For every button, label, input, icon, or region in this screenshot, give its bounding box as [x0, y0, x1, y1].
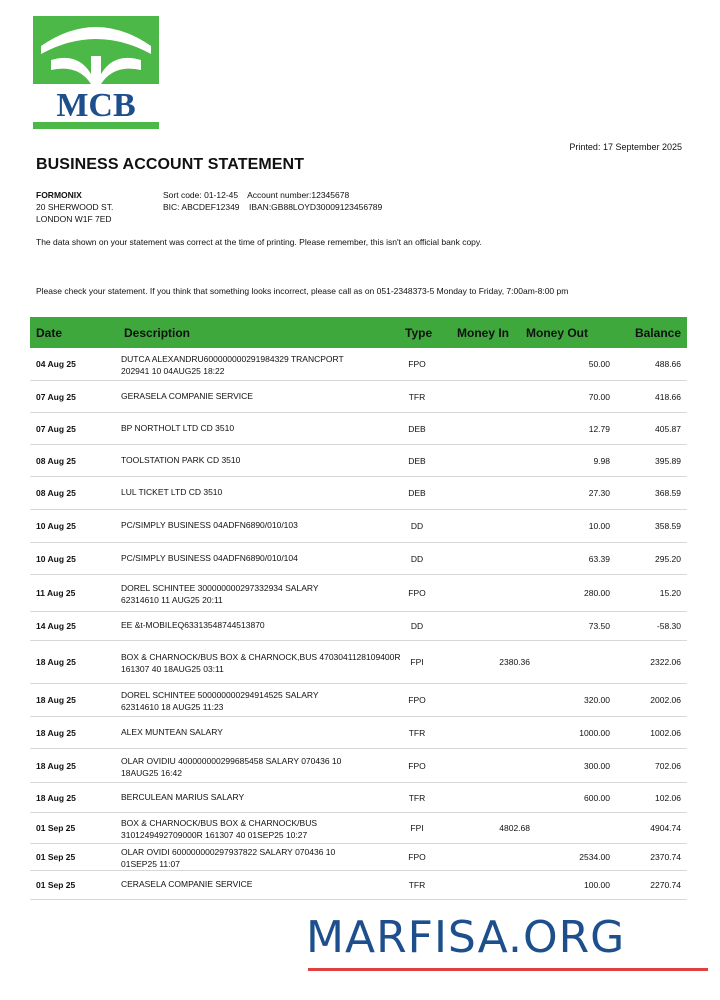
cell-description: BOX & CHARNOCK/BUS BOX & CHARNOCK,BUS 4703041128109400R 161307 40 18AUG25 03:11: [121, 652, 401, 674]
cell-type: TFR: [408, 728, 426, 738]
cell-money-out: 9.98: [593, 456, 610, 466]
cell-balance: 15.20: [659, 588, 681, 598]
cell-type: TFR: [408, 392, 426, 402]
header-balance: Balance: [634, 326, 681, 340]
cell-description: LUL TICKET LTD CD 3510: [121, 487, 223, 497]
cell-type: FPO: [408, 588, 426, 598]
watermark-text: MARFISA.ORG: [306, 912, 626, 963]
cell-balance: 1002.06: [650, 728, 681, 738]
cell-money-out: 300.00: [584, 761, 610, 771]
cell-money-out: 12.79: [588, 424, 610, 434]
cell-type: DD: [410, 521, 424, 531]
table-row: [30, 575, 687, 612]
cell-balance: 418.66: [655, 392, 681, 402]
printed-date: Printed: 17 September 2025: [569, 142, 682, 152]
cell-type: DEB: [408, 424, 426, 434]
cell-money-out: 320.00: [584, 695, 610, 705]
cell-date: 07 Aug 25: [36, 424, 76, 434]
cell-description: BOX & CHARNOCK/BUS BOX & CHARNOCK/BUS 3101249492709000R 161307 40 01SEP25 10:27: [121, 818, 318, 840]
cell-type: FPO: [408, 695, 426, 705]
cell-balance: 395.89: [655, 456, 681, 466]
cell-balance: 358.59: [655, 521, 681, 531]
table-body: [30, 348, 687, 900]
cell-type: DD: [410, 554, 424, 564]
cell-money-out: 600.00: [584, 793, 610, 803]
cell-description: DOREL SCHINTEE 500000000294914525 SALARY 62314610 18 AUG25 11:23: [121, 690, 319, 712]
watermark-underline: [308, 968, 708, 971]
account-details: [163, 189, 382, 213]
cell-type: FPI: [410, 657, 424, 667]
cell-type: DD: [410, 621, 424, 631]
cell-balance: 2322.06: [650, 657, 681, 667]
cell-date: 08 Aug 25: [36, 456, 76, 466]
cell-money-out: 63.39: [588, 554, 610, 564]
cell-description: OLAR OVIDI 600000000297937822 SALARY 070436 10 01SEP25 11:07: [121, 847, 336, 869]
table-row: [30, 783, 687, 813]
cell-description: TOOLSTATION PARK CD 3510: [121, 455, 241, 465]
cell-type: TFR: [408, 880, 426, 890]
cell-type: FPO: [408, 761, 426, 771]
cell-money-out: 50.00: [588, 359, 610, 369]
transactions-table: [30, 317, 687, 900]
table-row: [30, 871, 687, 900]
cell-date: 10 Aug 25: [36, 521, 76, 531]
cell-date: 11 Aug 25: [36, 588, 76, 598]
cell-money-out: 2534.00: [579, 852, 610, 862]
cell-type: DEB: [408, 488, 426, 498]
table-row: [30, 813, 687, 844]
table-row: [30, 445, 687, 477]
cell-money-out: 70.00: [588, 392, 610, 402]
cell-date: 18 Aug 25: [36, 728, 76, 738]
header-type: Type: [405, 326, 433, 340]
table-row: [30, 717, 687, 749]
cell-description: PC/SIMPLY BUSINESS 04ADFN6890/010/103: [121, 520, 298, 530]
table-row: [30, 684, 687, 717]
cell-balance: 2270.74: [650, 880, 681, 890]
cell-balance: 2370.74: [650, 852, 681, 862]
cell-balance: 4904.74: [650, 823, 681, 833]
table-row: [30, 641, 687, 684]
disclaimer-notice: The data shown on your statement was correct at the time of printing. Please remember, this isn't an official bank copy.: [36, 237, 482, 247]
address-line-1: 20 SHERWOOD ST.: [36, 202, 114, 212]
address-line-2: LONDON W1F 7ED: [36, 214, 112, 224]
header-money-in: Money In: [457, 326, 510, 340]
table-row: [30, 510, 687, 543]
table-row: [30, 612, 687, 641]
cell-date: 01 Sep 25: [36, 852, 76, 862]
table-row: [30, 477, 687, 510]
table-row: [30, 749, 687, 783]
cell-date: 10 Aug 25: [36, 554, 76, 564]
cell-date: 01 Sep 25: [36, 823, 76, 833]
table-row: [30, 381, 687, 413]
cell-money-out: 1000.00: [579, 728, 610, 738]
cell-description: BERCULEAN MARIUS SALARY: [121, 792, 245, 802]
cell-type: TFR: [408, 793, 426, 803]
header-description: Description: [124, 326, 191, 340]
cell-description: EE &t-MOBILEQ63313548744513870: [121, 620, 265, 630]
cell-date: 18 Aug 25: [36, 761, 76, 771]
cell-date: 14 Aug 25: [36, 621, 76, 631]
customer-address: [36, 189, 113, 225]
cell-date: 18 Aug 25: [36, 695, 76, 705]
cell-balance: 2002.06: [650, 695, 681, 705]
contact-notice: Please check your statement. If you think that something looks incorrect, please call as on 051-2348373-5 Monday to Friday, 7:00am-8:00 pm: [36, 286, 569, 296]
cell-balance: 405.87: [655, 424, 681, 434]
cell-description: GERASELA COMPANIE SERVICE: [121, 391, 253, 401]
cell-date: 18 Aug 25: [36, 657, 76, 667]
table-header: [30, 317, 687, 348]
cell-type: FPO: [408, 852, 426, 862]
cell-money-in: 4802.68: [499, 823, 530, 833]
table-row: [30, 413, 687, 445]
cell-description: BP NORTHOLT LTD CD 3510: [121, 423, 235, 433]
mcb-logo: [33, 16, 159, 129]
cell-description: DUTCA ALEXANDRU600000000291984329 TRANCPORT 202941 10 04AUG25 18:22: [121, 354, 344, 376]
cell-balance: 368.59: [655, 488, 681, 498]
cell-type: FPI: [410, 823, 424, 833]
cell-money-out: 27.30: [588, 488, 610, 498]
cell-balance: 702.06: [655, 761, 681, 771]
cell-money-out: 280.00: [584, 588, 610, 598]
cell-date: 08 Aug 25: [36, 488, 76, 498]
table-row: [30, 348, 687, 381]
customer-name: FORMONIX: [36, 190, 82, 200]
page-title: BUSINESS ACCOUNT STATEMENT: [36, 156, 305, 173]
cell-description: OLAR OVIDIU 400000000299685458 SALARY 070436 10 18AUG25 16:42: [121, 756, 342, 778]
table-row: [30, 844, 687, 871]
cell-date: 01 Sep 25: [36, 880, 76, 890]
cell-money-out: 73.50: [588, 621, 610, 631]
cell-type: FPO: [408, 359, 426, 369]
header-date: Date: [36, 326, 63, 340]
account-line-2: BIC: ABCDEF12349 IBAN:GB88LOYD30009123456789: [163, 202, 383, 212]
cell-date: 04 Aug 25: [36, 359, 76, 369]
cell-description: CERASELA COMPANIE SERVICE: [121, 879, 253, 889]
cell-balance: 488.66: [655, 359, 681, 369]
cell-type: DEB: [408, 456, 426, 466]
cell-money-out: 10.00: [588, 521, 610, 531]
cell-balance: -58.30: [656, 621, 681, 631]
cell-date: 07 Aug 25: [36, 392, 76, 402]
cell-description: ALEX MUNTEAN SALARY: [121, 727, 223, 737]
cell-description: DOREL SCHINTEE 300000000297332934 SALARY 62314610 11 AUG25 20:11: [121, 583, 319, 605]
cell-money-in: 2380.36: [499, 657, 530, 667]
cell-description: PC/SIMPLY BUSINESS 04ADFN6890/010/104: [121, 553, 298, 563]
account-line-1: Sort code: 01-12-45 Account number:12345678: [163, 190, 350, 200]
cell-date: 18 Aug 25: [36, 793, 76, 803]
header-money-out: Money Out: [526, 326, 588, 340]
table-row: [30, 543, 687, 575]
logo-text: MCB: [56, 87, 136, 124]
cell-money-out: 100.00: [584, 880, 610, 890]
cell-balance: 102.06: [655, 793, 681, 803]
cell-balance: 295.20: [655, 554, 681, 564]
watermark: [306, 913, 625, 963]
